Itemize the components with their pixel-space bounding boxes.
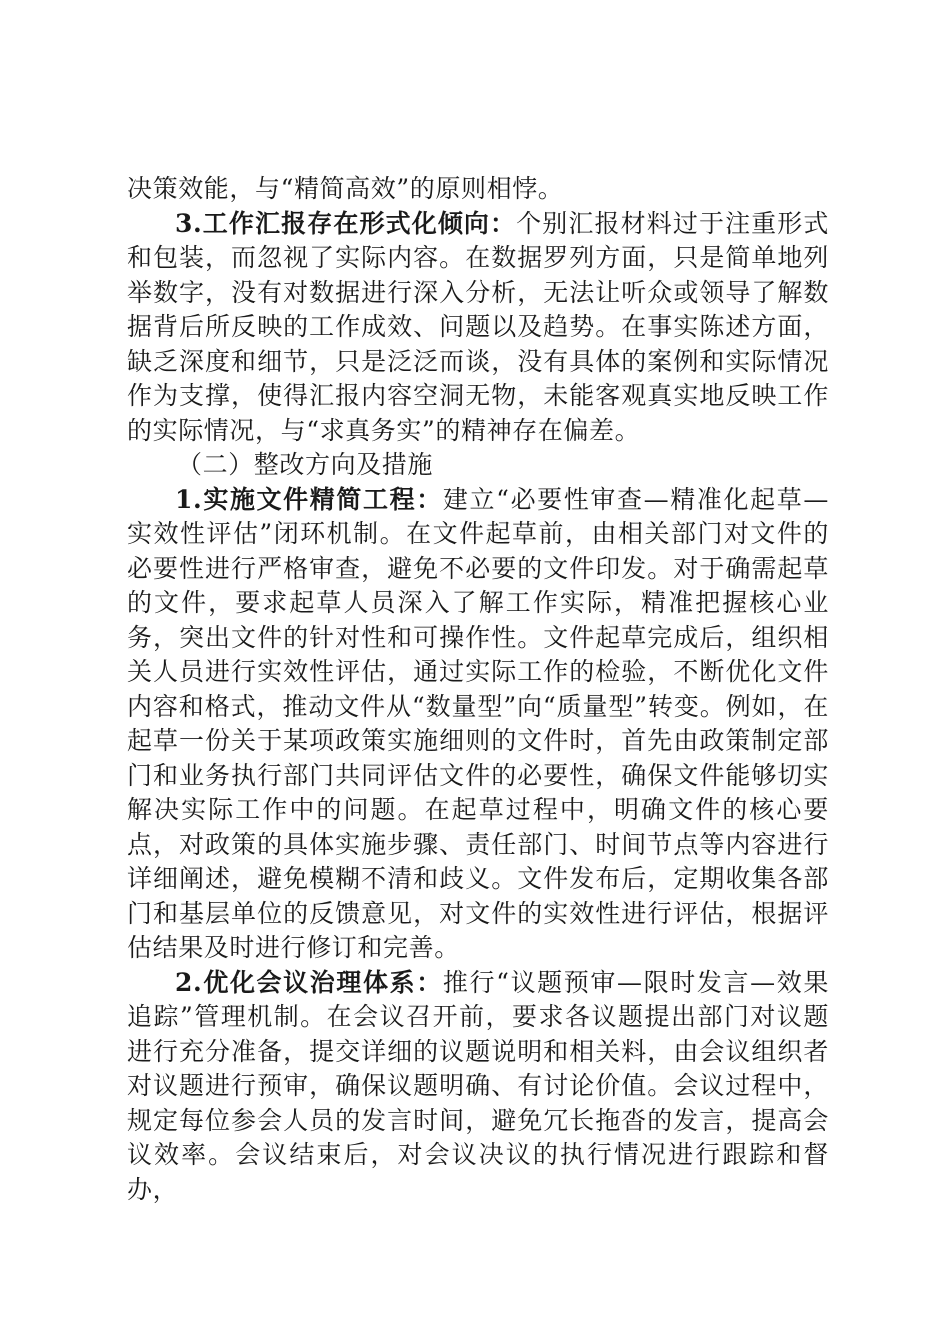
item-3-heading: 3.工作汇报存在形式化倾向： <box>175 208 517 238</box>
measure-2-heading: 2.优化会议治理体系： <box>175 967 443 997</box>
paragraph-measure-2 <box>127 966 829 1208</box>
section-2-heading: （二）整改方向及措施 <box>177 450 434 479</box>
paragraph-measure-1 <box>127 483 829 966</box>
measure-2-body: 推行“议题预审—限时发言—效果追踪”管理机制。在会议召开前，要求各议题提出部门对议题进行充分准备，提交详细的议题说明和相关料，由会议组织者对议题进行预审，确保议题明确、有讨论价值。会议过程中，规定每位参会人员的发言时间，避免冗长拖沓的发言，提高会议效率。会议结束后，对会议决议的执行情况进行跟踪和督办， <box>127 967 829 1204</box>
paragraph-item-3 <box>127 207 829 449</box>
item-3-body: 个别汇报材料过于注重形式和包装，而忽视了实际内容。在数据罗列方面，只是简单地列举数字，没有对数据进行深入分析，无法让听众或领导了解数据背后所反映的工作成效、问题以及趋势。在事实陈述方面，缺乏深度和细节，只是泛泛而谈，没有具体的案例和实际情况作为支撑，使得汇报内容空洞无物，未能客观真实地反映工作的实际情况，与“求真务实”的精神存在偏差。 <box>127 208 830 445</box>
continuation-paragraph <box>127 172 829 207</box>
measure-1-body: 建立“必要性审查—精准化起草—实效性评估”闭环机制。在文件起草前，由相关部门对文件的必要性进行严格审查，避免不必要的文件印发。对于确需起草的文件，要求起草人员深入了解工作实际，精准把握核心业务，突出文件的针对性和可操作性。文件起草完成后，组织相关人员进行实效性评估，通过实际工作的检验，不断优化文件内容和格式，推动文件从“数量型”向“质量型”转变。例如，在起草一份关于某项政策实施细则的文件时，首先由政策制定部门和业务执行部门共同评估文件的必要性，确保文件能够切实解决实际工作中的问题。在起草过程中，明确文件的核心要点，对政策的具体实施步骤、责任部门、时间节点等内容进行详细阐述，避免模糊不清和歧义。文件发布后，定期收集各部门和基层单位的反馈意见，对文件的实效性进行评估，根据评估结果及时进行修订和完善。 <box>127 484 829 962</box>
continuation-text: 决策效能，与“精简高效”的原则相悖。 <box>127 174 564 203</box>
document-body <box>127 172 829 1207</box>
measure-1-heading: 1.实施文件精简工程： <box>175 484 443 514</box>
